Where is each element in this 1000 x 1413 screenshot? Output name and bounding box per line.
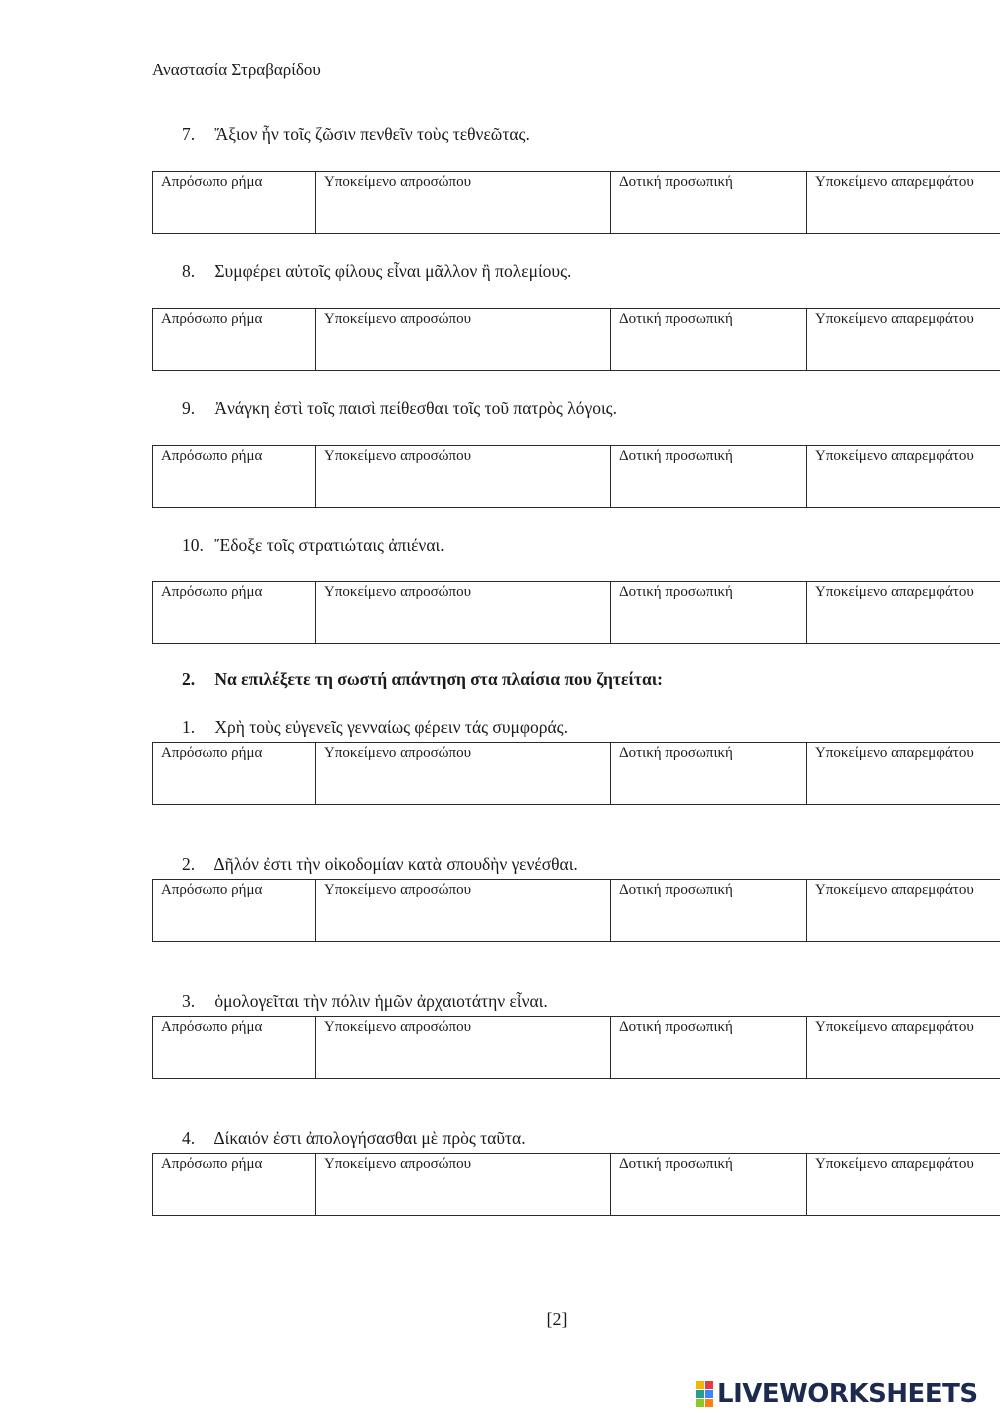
brand-name: LIVEWORKSHEETS xyxy=(717,1379,978,1409)
sentence-text: Ἔδοξε τοῖς στρατιώταις ἀπιέναι. xyxy=(214,535,445,555)
sentence-text: Συμφέρει αὐτοῖς φίλους εἶναι μᾶλλον ἢ πολεμίους. xyxy=(214,261,572,281)
item-number: 8. xyxy=(182,261,196,281)
item-number: 3. xyxy=(182,991,196,1011)
impersonal-subject-cell[interactable]: Υποκείμενο απροσώπου xyxy=(316,1017,611,1079)
sentence-text: Δῆλόν ἐστι τὴν οἰκοδομίαν κατὰ σπουδὴν γενέσθαι. xyxy=(213,854,578,874)
sentence-10 xyxy=(182,535,445,556)
impersonal-verb-cell[interactable]: Απρόσωπο ρήμα xyxy=(153,446,316,508)
item-number: 2. xyxy=(182,854,196,874)
personal-dative-cell[interactable]: Δοτική προσωπική xyxy=(611,1154,807,1216)
impersonal-verb-cell[interactable]: Απρόσωπο ρήμα xyxy=(153,1154,316,1216)
item-number: 7. xyxy=(182,124,196,144)
sentence-text: Ἀνάγκη ἐστὶ τοῖς παισὶ πείθεσθαι τοῖς τοῦ πατρὸς λόγοις. xyxy=(214,398,617,418)
infinitive-subject-cell[interactable]: Υποκείμενο απαρεμφάτου xyxy=(807,1017,1000,1079)
sentence-7 xyxy=(182,124,530,145)
sentence-text: ὁμολογεῖται τὴν πόλιν ἡμῶν ἀρχαιοτάτην εἶναι. xyxy=(214,991,548,1011)
impersonal-subject-cell[interactable]: Υποκείμενο απροσώπου xyxy=(316,309,611,371)
personal-dative-cell[interactable]: Δοτική προσωπική xyxy=(611,880,807,942)
sentence-text: Χρὴ τοὺς εὐγενεῖς γενναίως φέρειν τάς συμφοράς. xyxy=(214,717,568,737)
personal-dative-cell[interactable]: Δοτική προσωπική xyxy=(611,172,807,234)
author-name: Αναστασία Στραβαρίδου xyxy=(152,60,321,79)
answer-table-9 xyxy=(152,445,1000,508)
section-2-heading xyxy=(182,669,663,690)
sentence-9 xyxy=(182,398,617,419)
liveworksheets-logo[interactable] xyxy=(696,1379,978,1409)
item-number: 10. xyxy=(182,535,204,555)
infinitive-subject-cell[interactable]: Υποκείμενο απαρεμφάτου xyxy=(807,743,1000,805)
infinitive-subject-cell[interactable]: Υποκείμενο απαρεμφάτου xyxy=(807,1154,1000,1216)
answer-table-8 xyxy=(152,308,1000,371)
personal-dative-cell[interactable]: Δοτική προσωπική xyxy=(611,582,807,644)
impersonal-verb-cell[interactable]: Απρόσωπο ρήμα xyxy=(153,172,316,234)
infinitive-subject-cell[interactable]: Υποκείμενο απαρεμφάτου xyxy=(807,309,1000,371)
sentence-2-3 xyxy=(182,991,548,1012)
personal-dative-cell[interactable]: Δοτική προσωπική xyxy=(611,743,807,805)
item-number: 1. xyxy=(182,717,196,737)
impersonal-verb-cell[interactable]: Απρόσωπο ρήμα xyxy=(153,1017,316,1079)
section-title: Να επιλέξετε τη σωστή απάντηση στα πλαίσια που ζητείται: xyxy=(214,669,663,689)
impersonal-subject-cell[interactable]: Υποκείμενο απροσώπου xyxy=(316,446,611,508)
impersonal-verb-cell[interactable]: Απρόσωπο ρήμα xyxy=(153,743,316,805)
infinitive-subject-cell[interactable]: Υποκείμενο απαρεμφάτου xyxy=(807,880,1000,942)
item-number: 4. xyxy=(182,1128,196,1148)
personal-dative-cell[interactable]: Δοτική προσωπική xyxy=(611,309,807,371)
impersonal-subject-cell[interactable]: Υποκείμενο απροσώπου xyxy=(316,172,611,234)
infinitive-subject-cell[interactable]: Υποκείμενο απαρεμφάτου xyxy=(807,446,1000,508)
item-number: 9. xyxy=(182,398,196,418)
impersonal-verb-cell[interactable]: Απρόσωπο ρήμα xyxy=(153,880,316,942)
impersonal-subject-cell[interactable]: Υποκείμενο απροσώπου xyxy=(316,1154,611,1216)
page-number: [2] xyxy=(546,1309,568,1329)
sentence-text: Ἄξιον ἦν τοῖς ζῶσιν πενθεῖν τοὺς τεθνεῶτας. xyxy=(214,124,530,144)
impersonal-subject-cell[interactable]: Υποκείμενο απροσώπου xyxy=(316,743,611,805)
infinitive-subject-cell[interactable]: Υποκείμενο απαρεμφάτου xyxy=(807,582,1000,644)
sentence-2-4 xyxy=(182,1128,526,1149)
impersonal-verb-cell[interactable]: Απρόσωπο ρήμα xyxy=(153,582,316,644)
sentence-2-1 xyxy=(182,717,568,738)
answer-table-10 xyxy=(152,581,1000,644)
impersonal-subject-cell[interactable]: Υποκείμενο απροσώπου xyxy=(316,880,611,942)
liveworksheets-logo-icon xyxy=(696,1381,713,1407)
section-number: 2. xyxy=(182,669,196,689)
answer-table-7 xyxy=(152,171,1000,234)
sentence-2-2 xyxy=(182,854,578,875)
answer-table-2-1 xyxy=(152,742,1000,805)
answer-table-2-4 xyxy=(152,1153,1000,1216)
personal-dative-cell[interactable]: Δοτική προσωπική xyxy=(611,446,807,508)
answer-table-2-3 xyxy=(152,1016,1000,1079)
impersonal-verb-cell[interactable]: Απρόσωπο ρήμα xyxy=(153,309,316,371)
answer-table-2-2 xyxy=(152,879,1000,942)
personal-dative-cell[interactable]: Δοτική προσωπική xyxy=(611,1017,807,1079)
sentence-8 xyxy=(182,261,571,282)
infinitive-subject-cell[interactable]: Υποκείμενο απαρεμφάτου xyxy=(807,172,1000,234)
sentence-text: Δίκαιόν ἐστι ἀπολογήσασθαι μὲ πρὸς ταῦτα. xyxy=(213,1128,526,1148)
impersonal-subject-cell[interactable]: Υποκείμενο απροσώπου xyxy=(316,582,611,644)
